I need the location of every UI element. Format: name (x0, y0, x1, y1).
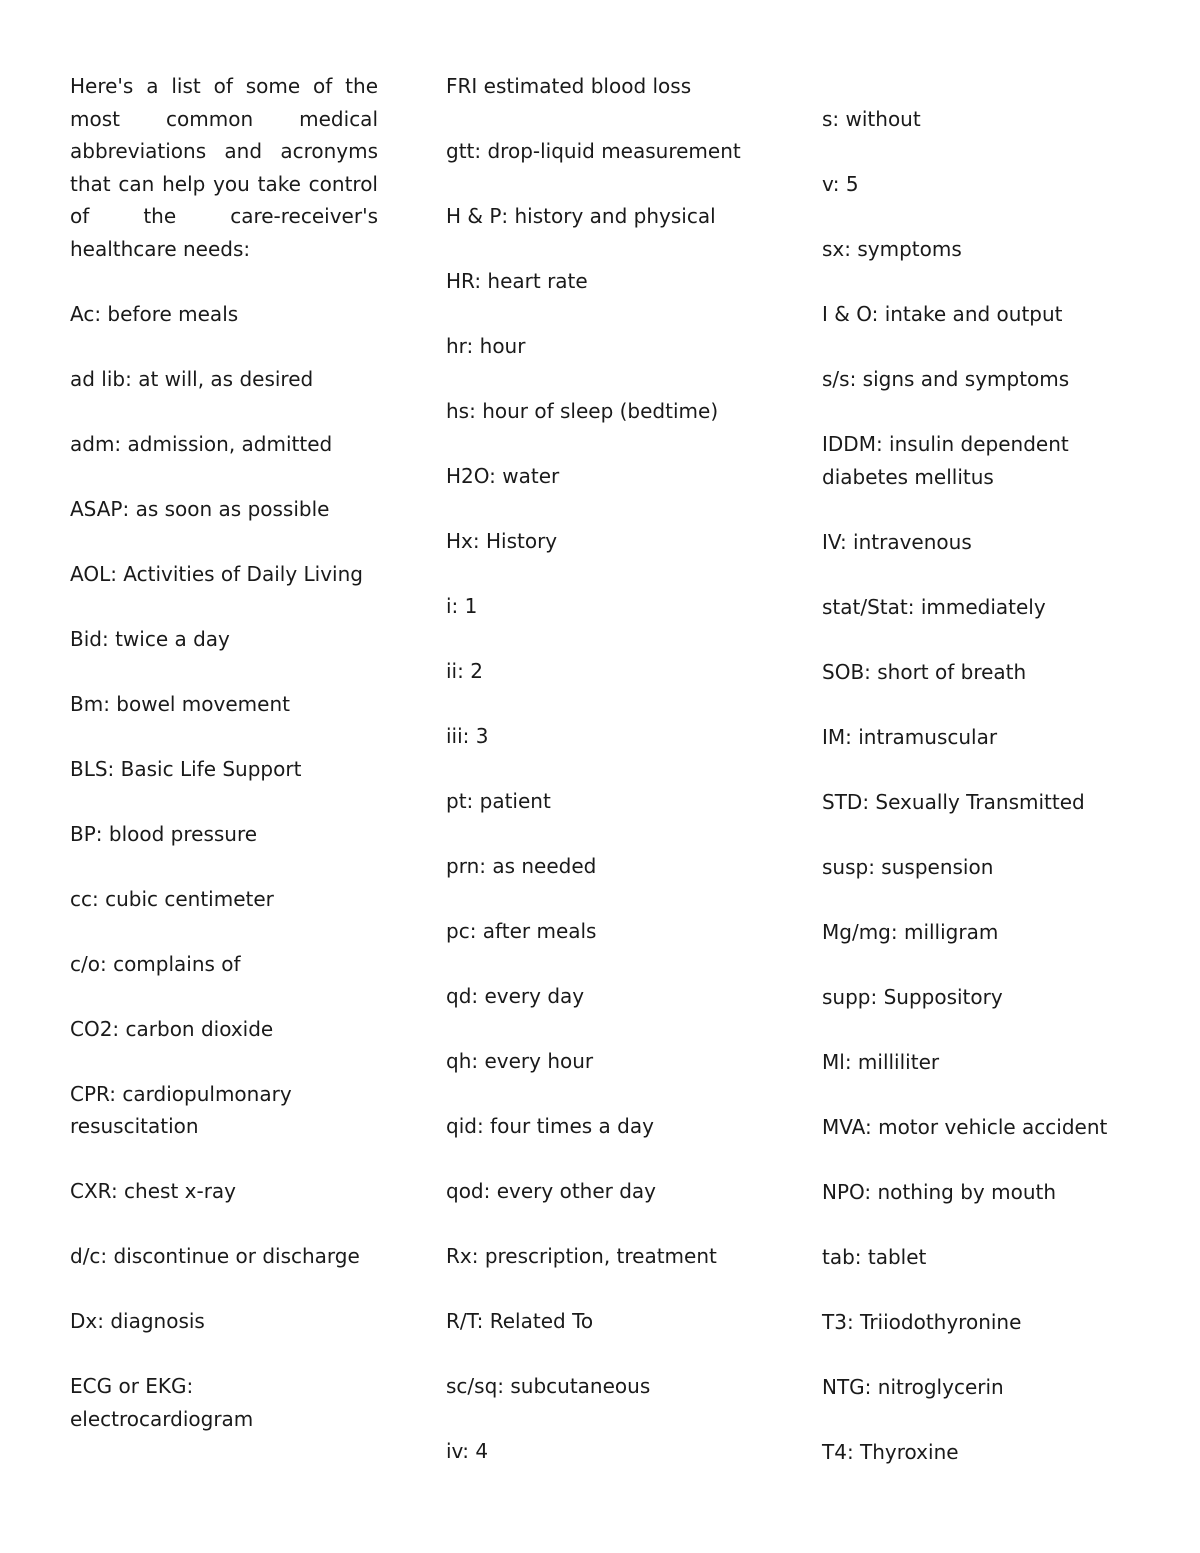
abbreviation-entry: stat/Stat: immediately (822, 594, 1046, 619)
abbreviation-entry: H & P: history and physical (446, 204, 716, 228)
abbreviation-entry: BLS: Basic Life Support (70, 756, 302, 781)
abbreviation-entry: pc: after meals (446, 919, 597, 943)
abbreviation-entry: Hx: History (446, 529, 558, 553)
abbreviation-entry: ASAP: as soon as possible (70, 496, 330, 521)
abbreviation-entry: AOL: Activities of Daily Living (70, 561, 363, 586)
abbreviation-entry: ii: 2 (446, 659, 483, 683)
abbreviation-entry: qd: every day (446, 984, 585, 1008)
abbreviation-entry: IV: intravenous (822, 529, 972, 554)
abbreviation-entry: CXR: chest x-ray (70, 1179, 237, 1203)
abbreviation-entry: Ml: milliliter (822, 1049, 940, 1074)
intro-paragraph: Here's a list of some of the most common medical abbreviations and acronyms that can help you take control of the care-receiver's healthcare needs: (70, 74, 378, 261)
column-3-entries (822, 103, 1152, 1468)
abbreviation-entry: ECG or EKG: electrocardiogram (70, 1374, 254, 1431)
abbreviation-entry: c/o: complains of (70, 951, 241, 976)
abbreviation-entry: sx: symptoms (822, 237, 962, 261)
abbreviation-entry: hs: hour of sleep (bedtime) (446, 399, 719, 423)
column-2 (446, 70, 776, 1500)
abbreviation-entry: iv: 4 (446, 1439, 489, 1463)
abbreviation-entry: s/s: signs and symptoms (822, 367, 1070, 391)
abbreviation-entry: tab: tablet (822, 1244, 927, 1269)
abbreviation-entry: cc: cubic centimeter (70, 886, 274, 911)
abbreviation-entry: SOB: short of breath (822, 659, 1027, 684)
abbreviation-entry: hr: hour (446, 334, 526, 358)
abbreviation-entry: Bm: bowel movement (70, 691, 290, 716)
abbreviation-entry: NTG: nitroglycerin (822, 1374, 1004, 1399)
abbreviation-entry: adm: admission, admitted (70, 431, 333, 456)
abbreviation-entry: qod: every other day (446, 1179, 657, 1203)
abbreviation-entry: supp: Suppository (822, 984, 1003, 1009)
abbreviation-entry: d/c: discontinue or discharge (70, 1244, 360, 1268)
abbreviation-entry: Dx: diagnosis (70, 1309, 205, 1333)
abbreviation-entry: s: without (822, 107, 921, 131)
abbreviation-entry: T3: Triiodothyronine (822, 1309, 1022, 1334)
abbreviation-entry: BP: blood pressure (70, 821, 258, 846)
abbreviation-entry: MVA: motor vehicle accident (822, 1114, 1108, 1139)
abbreviation-entry: CO2: carbon dioxide (70, 1016, 274, 1041)
abbreviation-entry: I & O: intake and output (822, 302, 1063, 326)
abbreviation-entry: i: 1 (446, 594, 478, 618)
abbreviation-entry: gtt: drop-liquid measurement (446, 139, 741, 163)
abbreviation-entry: H2O: water (446, 464, 560, 488)
column-3 (822, 103, 1152, 1501)
abbreviation-entry: qh: every hour (446, 1049, 594, 1073)
abbreviation-entry: pt: patient (446, 789, 551, 813)
abbreviation-entry: Rx: prescription, treatment (446, 1244, 717, 1268)
abbreviation-entry: IM: intramuscular (822, 724, 998, 749)
abbreviation-entry: FRI estimated blood loss (446, 74, 692, 98)
abbreviation-entry: Bid: twice a day (70, 626, 230, 651)
abbreviation-entry: susp: suspension (822, 854, 994, 879)
abbreviation-entry: CPR: cardiopulmonary resuscitation (70, 1081, 292, 1138)
abbreviation-entry: sc/sq: subcutaneous (446, 1374, 651, 1398)
abbreviation-entry: T4: Thyroxine (822, 1439, 959, 1464)
column-1 (70, 70, 378, 1468)
abbreviation-entry: R/T: Related To (446, 1309, 594, 1333)
column-1-entries (70, 298, 378, 1436)
abbreviation-entry: v: 5 (822, 172, 859, 196)
abbreviation-entry: Mg/mg: milligram (822, 919, 999, 944)
abbreviation-entry: STD: Sexually Transmitted (822, 789, 1085, 814)
abbreviation-entry: qid: four times a day (446, 1114, 654, 1138)
abbreviation-entry: IDDM: insulin dependent diabetes mellitus (822, 432, 1069, 489)
abbreviation-entry: iii: 3 (446, 724, 489, 748)
abbreviation-entry: Ac: before meals (70, 301, 239, 326)
abbreviation-entry: NPO: nothing by mouth (822, 1179, 1057, 1204)
abbreviation-entry: HR: heart rate (446, 269, 588, 293)
abbreviation-entry: prn: as needed (446, 854, 597, 878)
abbreviation-entry: ad lib: at will, as desired (70, 366, 314, 391)
column-2-entries (446, 70, 776, 1468)
